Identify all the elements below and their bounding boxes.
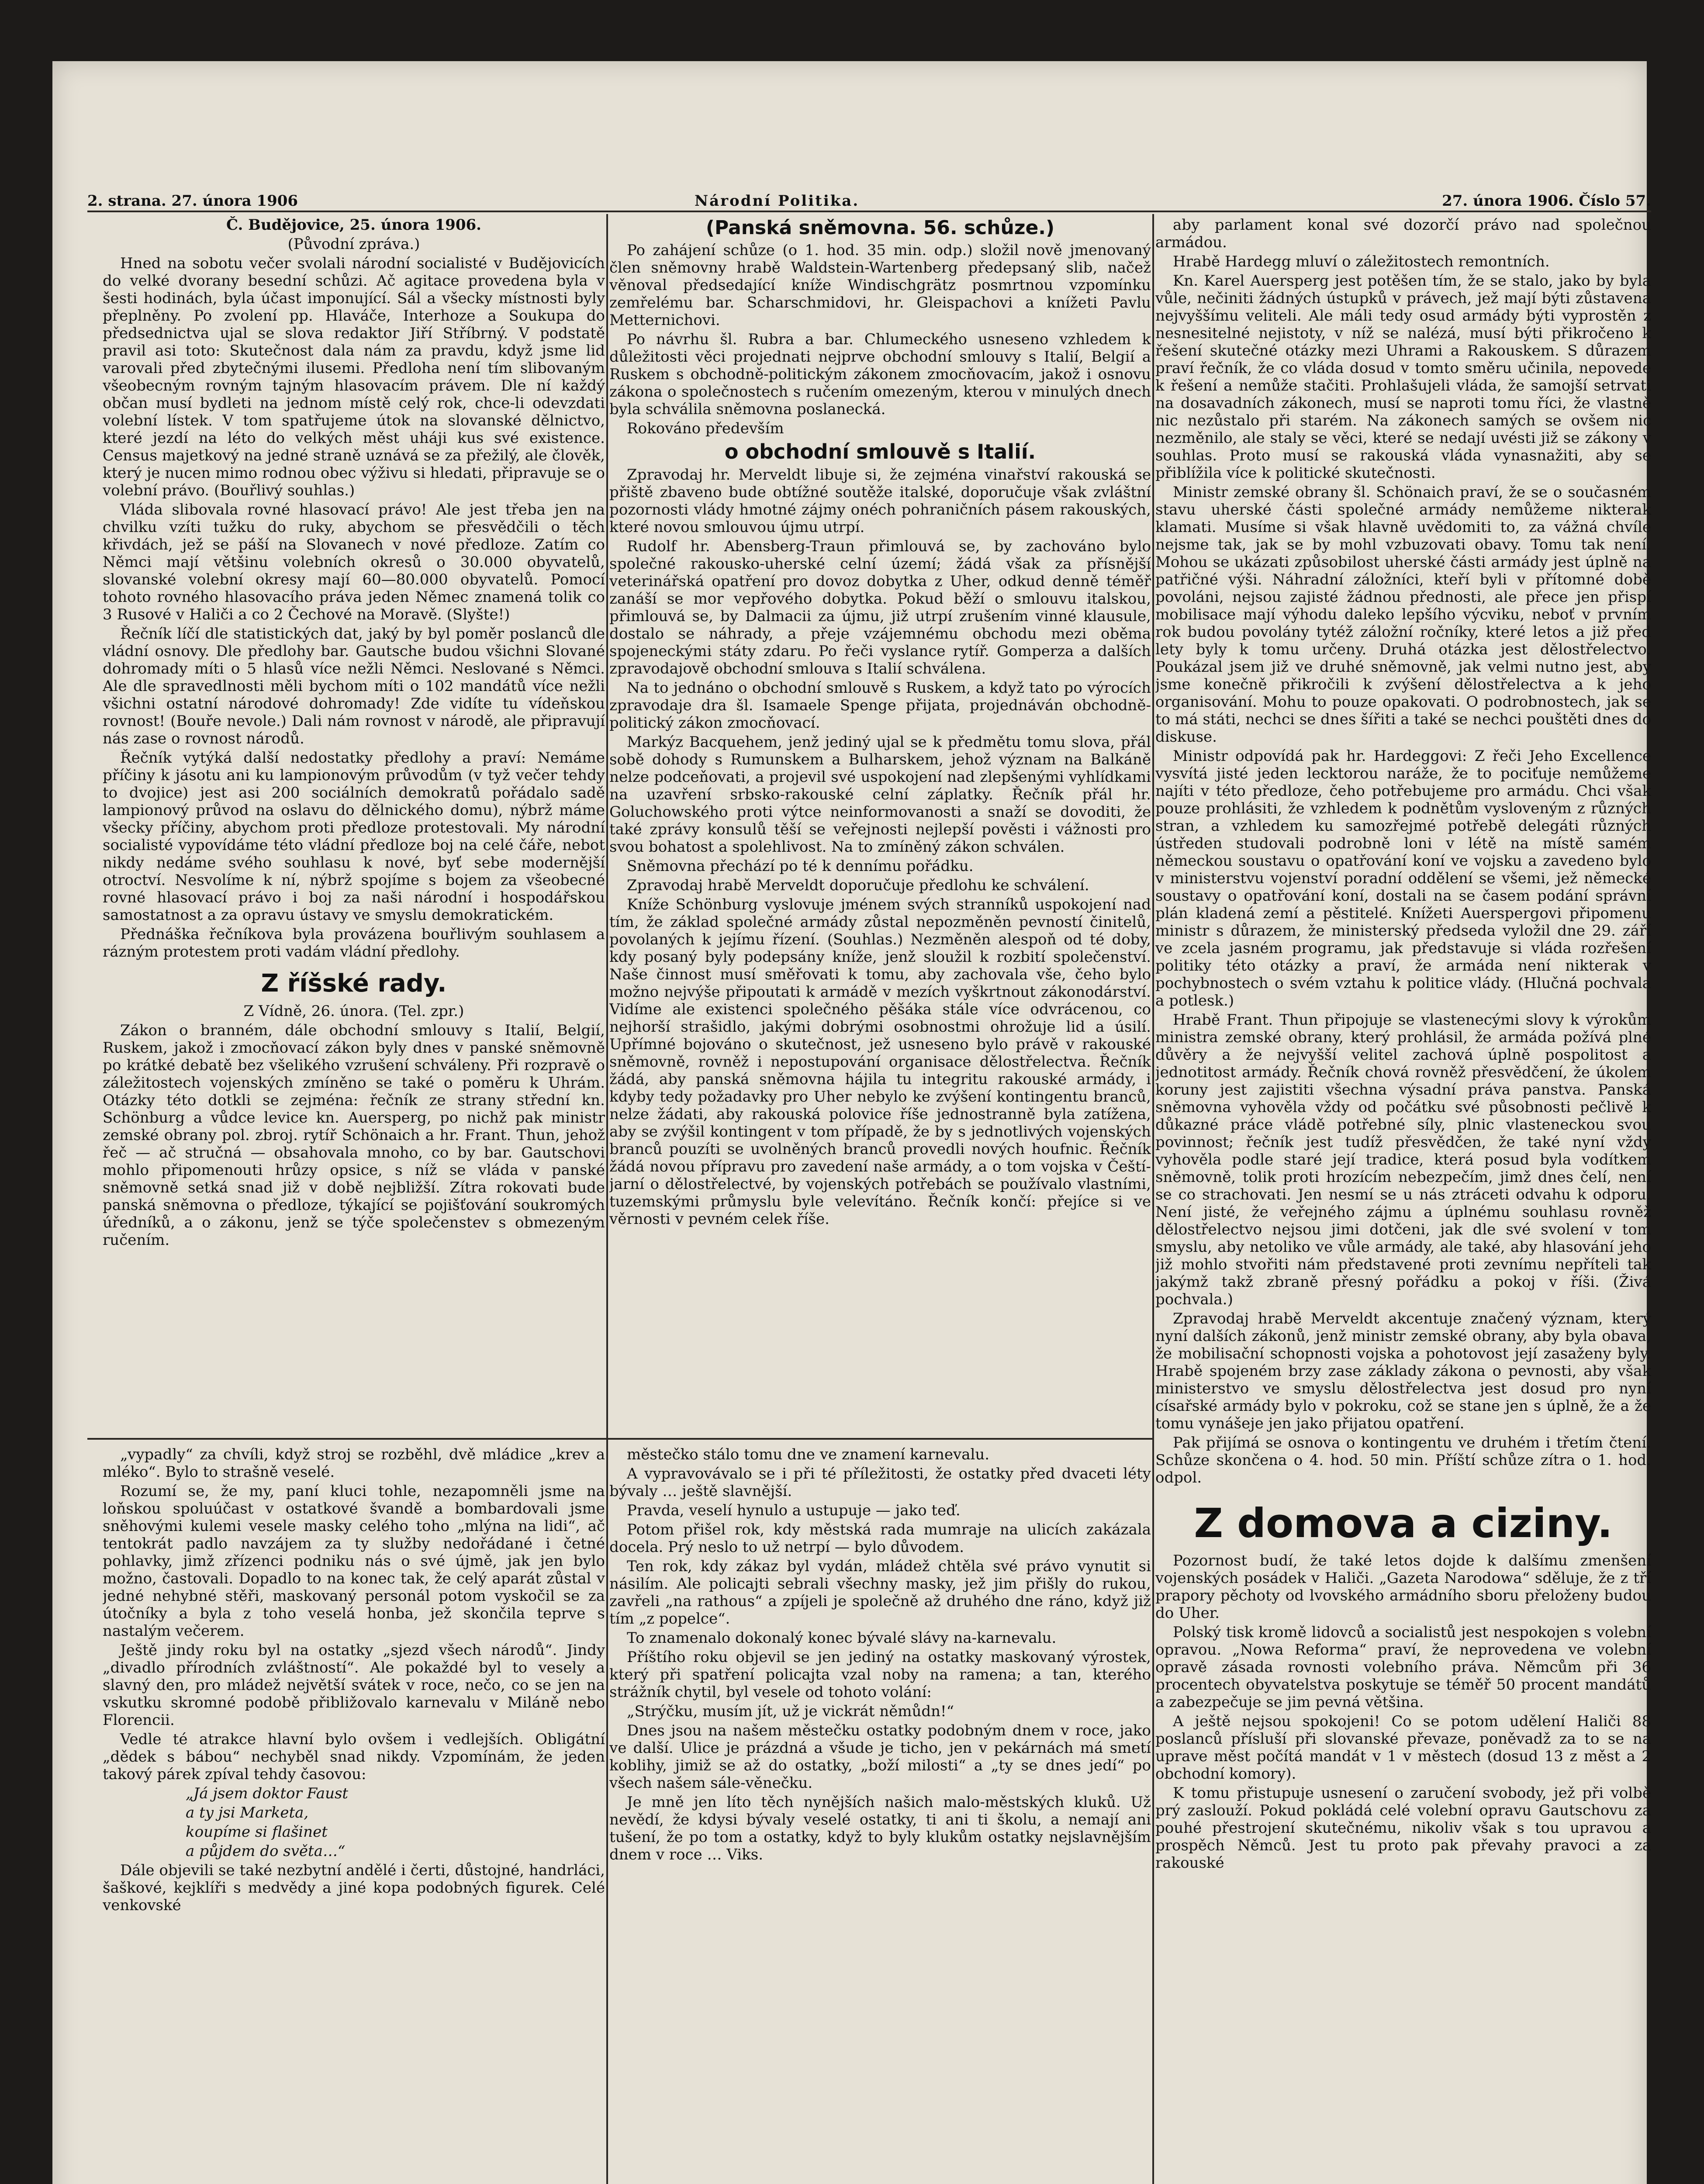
column-rule-2 [1152, 214, 1154, 2184]
paragraph: K tomu přistupuje usnesení o zaručení svobody, jež při volbě prý zaslouží. Pokud pokládá celé volební opravu Gautschovu za pouhé přestrojení skutečnému, nikoliv však s tou upravou a prospěch Němců. Jest tu proto pak převahy pravoci a za rakouské [1155, 1784, 1651, 1872]
paragraph: Markýz Bacquehem, jenž jediný ujal se k předmětu tomu slova, přál sobě dohody s Rumunskem a Bulharskem, jehož význam na Balkáně nelze podceňovati, a projevil své uspokojení nad zlepšenými vyhlídkami na uzavření srbsko-rakouské celní záplatky. Řečník přál hr. Goluchowského proti výtce neinformovanosti a snaží se dovoditi, že také zprávy konsulů těší se veřejnosti nejlepší pověsti i vážnosti pro svou bohatost a spolehlivost. Na to zmíněný zákon schválen. [609, 733, 1151, 856]
paragraph: Pravda, veselí hynulo a ustupuje — jako teď. [627, 1502, 961, 1519]
paragraph: Ministr zemské obrany šl. Schönaich praví, že se o současném stavu uherské části společné armády nemůžeme nikterak klamati. Musíme si však hlavně uvědomiti to, za vážná chvíle nejsme tak, jak se by mohl vzbuzovati obavy. Tomu tak není. Mohou se ukázati způsobilost uherské části armády jest úplně na patřičné výši. Náhradní záložníci, kteří byli v přítomné době povoláni, nejsou zajisté žádnou přednosti, ale přece jen přispí mobilisace mají výhodu daleko lepšího výcviku, neboť v prvním rok budou povolány tytéž záložní ročníky, které letos a již před lety byly k tomu určeny. Druhá otázka jest dělostřelectvo. Poukázal jsem již ve druhé sněmovně, jak velmi nutno jest, aby jsme konečně přikročili k zvýšení dělostřelectva a k jeho organisování. Mohu to pouze opakovati. O podrobnostech, jak se to má státi, nechci se dnes šířiti a také se nechci pouštěti dnes do diskuse. [1155, 484, 1651, 746]
paragraph: Ten rok, kdy zákaz byl vydán, mládež chtěla své právo vynutit si násilím. Ale policajti sebrali všechny masky, jež jim přišly do rukou, zavřeli „na rathous“ a zpíjeli je společně až druhého dne ráno, když již tím „z popelce“. [609, 1558, 1151, 1628]
session-title: (Panská sněmovna. 56. schůze.) [705, 217, 1055, 239]
paragraph: Zákon o branném, dále obchodní smlouvy s Italií, Belgií, Ruskem, jakož i zmocňovací zákon byly dnes v panské sněmovně po krátké debatě bez všelikého vzrušení schváleny. Při rozpravě o záležitostech vojenských zmíněno se také o poměru k Uhrám. Otázky této dotkli se zejména: řečník ze strany střední kn. Schönburg a vůdce levice kn. Auersperg, po nichž pak ministr zemské obrany pol. zbroj. rytíř Schönaich a hr. Frant. Thun, jehož řeč — ač stručná — obsahovala mnoho, co by bar. Gautschovi mohlo připomenouti hrůzy opsice, s níž se vláda v panské sněmovně setká snad již v době nejbližší. Zítra rokovati bude panská sněmovna o předloze, týkající se pojišťování soukromých úředníků, a o zákonu, jenž se týče společenstev s obmezeným ručením. [103, 1022, 605, 1249]
header-left: 2. strana. 27. února 1906 [87, 192, 298, 210]
paragraph: Ministr odpovídá pak hr. Hardeggovi: Z řeči Jeho Excellence vysvítá jisté jeden lecktorou naráže, že to pociťuje nemůžeme najíti v této předloze, čeho potřebujeme pro armádu. Chci však pouze prohlásiti, že vzhledem k podnětům vysloveným z různých stran, a vzhledem ku samozřejmé potřebě delegáti různých ústředen studovali podrobně loni v létě na místě samém německou soustavu o opatřování koní ve vojsku a zavedeno bylo v ministerstvu vojenství poradní oddělení se všemi, jež německé soustavy o opatřování koní, dostali na se časem podání správní plán kladená zemí a pěstitelé. Knížeti Auerspergovi připomenu ministr s důrazem, že ministerský předseda vyložil dne 29. září ve zcela jasném programu, jak představuje si vláda rozřešení politiky této otázky a praví, že armáda není nikterak v pochybnostech o svém vztahu k politice vlády. (Hlučná pochvala a potlesk.) [1155, 747, 1651, 1009]
section-dateline: Z Vídně, 26. února. (Tel. zpr.) [243, 1002, 464, 1020]
header-rule [87, 211, 1651, 212]
feuilleton-column-1 [103, 1446, 605, 2184]
paragraph: Po zahájení schůze (o 1. hod. 35 min. odp.) složil nově jmenovaný člen sněmovny hrabě Waldstein-Wartenberg předepsaný slib, načež věnoval předsedající kníže Windischgrätz posmrtnou vzpomínku zemřelému bar. Scharschmidovi, hr. Gleispachovi a knížeti Pavlu Metternichovi. [609, 242, 1151, 329]
paragraph: „vypadly“ za chvíli, když stroj se rozběhl, dvě mládice „krev a mléko“. Bylo to strašně veselé. [103, 1446, 605, 1481]
verse-line: a ty jsi Marketa, [186, 1804, 309, 1821]
paragraph: To znamenalo dokonalý konec bývalé slávy na-karnevalu. [627, 1629, 1057, 1647]
paragraph: A ještě nejsou spokojeni! Co se potom udělení Haliči 88 poslanců přísluší při slovanské převaze, poněvadž za to se na uprave měst počítá mandát v 1 v městech (dosud 13 z měst a 2 obchodní komory). [1155, 1713, 1651, 1783]
section-title: Z domova a ciziny. [1194, 1500, 1613, 1547]
paragraph: Kn. Karel Auersperg jest potěšen tím, že se stalo, jako by byla vůle, nečiniti žádných ústupků v právech, jež mají býti zůstavena nejvyššímu veliteli. Ale máli tedy osud armády býti vyprostěn z nesnesitelné nejistoty, v níž se nalézá, musí býti přikročeno k řešení skutečné otázky mezi Uhrami a Rakouskem. S důrazem praví řečník, že co vláda dosud v tomto směru učinila, nepovede k řešení a nemůže stačiti. Prohlašujeli vláda, že samojší setrvati na dosavadních zákonech, musí se naproti tomu říci, že vlastně nic nezůstalo při starém. Na zákonech samých se ovšem nic nezměnilo, ale staly se věci, které se nedají uvésti již se zákony v souhlas. Proto musí se rakouská vláda vynasnažiti, aby se přiblížila více k politické skutečnosti. [1155, 272, 1651, 482]
paragraph: Kníže Schönburg vyslovuje jménem svých stranníků uspokojení nad tím, že základ společné armády zůstal nepozměněn pevností činitelů, povolaných k jejímu řízení. (Souhlas.) Nezměněn alespoň od té doby, kdy posaný byly podepsány kníže, jenž sloužil k rozbití společenství. Naše činnost musí směřovati k tomu, aby zachovala vše, čeho bylo možno nejvýše připoutati k armádě v mezích vyškrtnout zákonodárství. Vidíme ale existenci společného pěšáka stále více odvrácenou, co nejhorší strašidlo, jakými dobrými osobnostmi ohrožuje lid a úsilí. Upřímné bojováno o skutečnost, jež usneseno bylo právě v rakouské sněmovně, rovněž i nepostupování organisace dělostřelectva. Řečník žádá, aby panská sněmovna hájila tu integritu rakouské armády, i kdyby tedy požadavky pro Uher nebylo ke zvýšení kontingentu branců, nelze žádati, aby rakouská polovice říše jednostranně byla zatížena, aby se zvýšil kontingent v tom případě, že by s jednotlivých vojenských branců pouzíti se uvolněných branců provedli nových houfnic. Řečník žádá novou přípravu pro zavedení naše armády, a o tom vojska v Čeští-jarní o dělostřelectvé, by vojenských potřebách se používalo vlastními, tuzemskými průmyslu byle velevítáno. Řečník končí: přejíce si ve věrnosti v pevném celek říše. [609, 896, 1151, 1228]
paragraph: Dnes jsou na našem městečku ostatky podobným dnem v roce, jako ve další. Ulice je prázdná a všude je ticho, jen v pekárnách má smetí koblihy, jimiž se až do ostatky, „boží milosti“ a „ty se dnes jedí“ po všech našem sále-věnečku. [609, 1722, 1151, 1792]
paragraph: Na to jednáno o obchodní smlouvě s Ruskem, a když tato po výrocích zpravodaje dra šl. Isamaele Spenge přijata, projednáván obchodně-politický zákon zmocňovací. [609, 679, 1151, 732]
paragraph: Řečník vytýká další nedostatky předlohy a praví: Nemáme příčiny k jásotu ani ku lampionovým průvodům (v tyž večer tehdy to dvojice) jest asi 200 sociálních demokratů pořádalo sadě lampionový průvod na oslavu do dělnického domu), nýbrž máme všecky příčiny, abychom proti předloze protestovali. My národní socialisté vypovídáme této vládní předloze boj na celé čáře, nebot nikdy nedáme svého souhlasu k nové, byť sebe modernější otroctví. Nesvolíme k ní, nýbrž spojíme s bojem za všeobecné rovné hlasovací právo i boj za naši národní i hospodářskou samostatnost a za opravu ústavy ve smyslu demokratickém. [103, 749, 605, 924]
paragraph: Hrabě Frant. Thun připojuje se vlastenecými slovy k výrokům ministra zemské obrany, který prohlásil, že armáda požívá plné důvěry a že nejvyšší velitel zachová úplně pospolitost a jednotitost armády. Řečník chová rovněž přesvědčení, že úkolem koruny jest zajistiti všechna výsadní práva panstva. Panská sněmovna vyhověla vždy od počátku své působnosti pečlivě k důkazné práce vládě potřebné síly, plnic vlasteneckou svou povinnost; řečník jest tudíž přesvědčen, že také nyní vždy vyhověla podle staré její tradice, která posud byla vodítkem sněmovně, tolik proti hrozícím nebezpečím, jimž dnes čelí, není se co strachovati. Jen nesmí se u nás ztráceti odvahu k odporu. Není jisté, že veřejného zájmu a úplnému souhlasu rovněž dělostřelectvo nejsou jimi dotčeni, jak dle své svolení v tom smyslu, aby netolikо ve vůle armády, ale také, aby hlasování jeho již mohlo stvořiti nám představené proti zevnímu nepříteli tak jakýmž takž zbraně přesný pořádku a pokoj v říši. (Živá pochvala.) [1155, 1011, 1651, 1308]
paragraph: městečko stálo tomu dne ve znamení karnevalu. [627, 1446, 990, 1463]
subsection-title: o obchodní smlouvě s Italií. [724, 440, 1036, 463]
paragraph: Dále objevili se také nezbytní andělé i čerti, důstojné, handrláci, šaškové, kejklíři s medvědy a jiné kopa podobných figurek. Celé venkovské [103, 1862, 605, 1914]
paragraph: aby parlament konal své dozorčí právo nad společnou armádou. [1155, 216, 1651, 251]
paragraph: Pozornost budí, že také letos dojde k dalšímu zmenšení vojenských posádek v Haliči. „Gazeta Narodowa“ sděluje, že z tří prapory pěchoty od lvovského armádního sboru přeloženy budou do Uher. [1155, 1552, 1651, 1622]
paragraph: Řečník líčí dle statistických dat, jaký by byl poměr poslanců dle vládní osnovy. Dle předlohy bar. Gautsche budou všichni Slované dohromady míti o 5 hlasů více nežli Němci. Neslované s Němci. Ale dle spravedlnosti měli bychom míti o 102 mandátů více nežli všichni ostatní národové dohromady! Zde vidíte tu vídeňskou rovnost! (Bouře nevole.) Dali nám rovnost v národě, ale připravují nás zase o rovnost národů. [103, 625, 605, 747]
column-1 [103, 216, 605, 1435]
column-2 [609, 216, 1151, 1435]
paragraph: A vypravovávalo se i při té příležitosti, že ostatky před dvaceti léty bývaly … ještě slavnější. [609, 1465, 1151, 1500]
feuilleton-rule [87, 1438, 1153, 1440]
paragraph: Ještě jindy roku byl na ostatky „sjezd všech národů“. Jindy „divadlo přírodních zvláštností“. Ale pokaždé byl to vesely a slavný den, pro mládež největší svátek v roce, nečo, co se jen na vskutku skromné podobě přibližovalo karnevalu v Miláně nebo Florencii. [103, 1641, 605, 1729]
paragraph: Sněmovna přechází po té k dennímu pořádku. [627, 857, 974, 875]
paragraph: Je mně jen líto těch nynějších našich malo-městských kluků. Už nevědí, že kdysi bývaly veselé ostatky, ti ani ti školu, a nemají ani tušení, že po tom a ostatky, když to byly klukům ostatky nejslavnějším dnem v roce … Viks. [609, 1794, 1151, 1863]
page-header [87, 192, 1651, 218]
paragraph: Vedle té atrakce hlavní bylo ovšem i vedlejších. Obligátní „dědek s bábou“ nechyběl snad nikdy. Vzpomínám, že jeden takový párek zpíval tehdy časovou: [103, 1731, 605, 1783]
verse-line: koupíme si flašinet [186, 1823, 328, 1841]
paragraph: „Strýčku, musím jít, už je vickrát němůdn!“ [627, 1703, 954, 1720]
paragraph: Rozumí se, že my, paní kluci tohle, nezapomněli jsme na loňskou spoluúčast v ostatkové švandě a bombardovali jsme sněhovými kulemi vesele masky celého toho „mlýna na lidi“, ač tentokrát padlo navzájem za ty služby nedořádané i četné pohlavky, jimž zřízenci podniku nás o své újmě, jak jen bylo možno, častovali. Dopadlo to na konec tak, že celý aparát zůstal v jedné nehybné stěři, maskovaný personál potom vyskočil se za útočníky a byla z toho veselá honba, jež skončila teprve s nastalým večerem. [103, 1482, 605, 1640]
feuilleton-column-2 [609, 1446, 1151, 2184]
verse-line: a půjdem do světa…“ [186, 1842, 346, 1860]
column-3 [1155, 216, 1651, 2184]
paragraph: Pak přijímá se osnova o kontingentu ve druhém i třetím čtení. Schůze skončena o 4. hod. 50 min. Příští schůze zítra o 1. hod. odpol. [1155, 1434, 1651, 1486]
paragraph: Zpravodaj hr. Merveldt libuje si, že zejména vinařství rakouská se přiště zbaveno bude obtížné soutěže italské, doporučuje však zvláštní pozornosti vlády hmotné zájmy onéch pohraničních pásem rakouských, které novou smlouvou újmu utrpí. [609, 466, 1151, 536]
section-title: Z říšské rady. [261, 969, 447, 998]
paragraph: Vláda slibovala rovné hlasovací právo! Ale jest třeba jen na chvilku vzíti tužku do ruky, abychom se přesvědčili o těch křivdách, jež se páší na Slovanech v nové předloze. Zatím co Němci mají většinu volebních okresů o 30.000 obyvatelů, slovanské volební okresy mají 60—80.000 obyvatelů. Pomocí tohoto rovného hlasovacího práva jeden Němec znamená tolik co 3 Rusové v Haliči a co 2 Čechové na Moravě. (Slyšte!) [103, 501, 605, 623]
paragraph: Přednáška řečníkova byla provázena bouřlivým souhlasem a rázným protestem proti vadám vládní předlohy. [103, 926, 605, 961]
masthead: Národní Politika. [695, 192, 860, 210]
paragraph: Hrabě Hardegg mluví o záležitostech remontních. [1173, 253, 1550, 270]
column-rule-1 [606, 214, 608, 2184]
paragraph: Po návrhu šl. Rubra a bar. Chlumeckého usneseno vzhledem k důležitosti věci projednati nejprve obchodní smlouvy s Italií, Belgií a Ruskem s obchodně-politickým zákonem zmocňovacím, jakož i osnovu zákona o společnostech s ručením omezeným, kterou v minulých dnech byla schválila sněmovna poslanecká. [609, 331, 1151, 418]
paragraph: Rokováno především [627, 420, 784, 437]
paragraph: Zpravodaj hrabě Merveldt akcentuje značený význam, který nyní dalších zákonů, jenž ministr zemské obrany, aby byla obava, že mobilisační schopnosti vojska a pohotovost její zasaženy byly. Hrabě spojeném brzy zase základy zákona o pevnosti, aby však ministerstvo ve smyslu dělostřelectva jest dosud pro nyní císařské armády bylo v pokroku, což se stane jen s úplně, že a že tomu vynášeje jen jako přijatou opatření. [1155, 1310, 1651, 1432]
paragraph: Příštího roku objevil se jen jediný na ostatky maskovaný výrostek, který při spatření policajta vzal noby na ramena; a tan, kterého strážník chytil, byl vesele od tohoto volání: [609, 1648, 1151, 1701]
paragraph: Polský tisk kromě lidovců a socialistů jest nespokojen s volební opravou. „Nowa Reforma“ praví, že neprovedena ve volební opravě zásada rovnosti volebního práva. Němcům při 36 procentech obyvatelstva poskytuje se téměř 50 procent mandátů a zabezpečuje se jim pevná většina. [1155, 1624, 1651, 1711]
dateline-sub: (Původní zpráva.) [287, 235, 420, 253]
paragraph: Rudolf hr. Abensberg-Traun přimlouvá se, by zachováno bylo společné rakousko-uherské celní území; žádá však za přísnější veterinářská opatření pro dovoz dobytka z Uher, odkud denně téměř zanáší se mor vepřového dobytka. Pokud běží o smlouvu italskou, přimlouvá se, by Dalmacii za újmu, již utrpí zrušením vinné klausule, dostalo se náhrady, a přeje vzájemnému obchodu mezi oběma spojeneckými státy zdaru. Po řeči vyslance rytíř. Gomperza a dalších zpravodajově obchodní smlouva s Italií schválena. [609, 538, 1151, 677]
paragraph: Zpravodaj hrabě Merveldt doporučuje předlohu ke schválení. [627, 877, 1089, 894]
header-right: 27. února 1906. Číslo 57. [1442, 192, 1651, 210]
paragraph: Potom přišel rok, kdy městská rada mumraje na ulicích zakázala docela. Prý neslo to už netrpí — bylo důvodem. [609, 1521, 1151, 1556]
verse-line: „Já jsem doktor Faust [186, 1785, 349, 1802]
paragraph: Hned na sobotu večer svolali národní socialisté v Budějovicích do velké dvorany besední schůzi. Ač agitace provedena byla v šesti hodinách, byla účast imponující. Sál a všecky místnosti byly přeplněny. Po zvolení pp. Hlaváče, Interhoze a Soukupa do předsednictva ujal se slova redaktor Jiří Stříbrný. V podstatě pravil asi toto: Skutečnost dala nám za pravdu, když jsme lid varovali před zbytečnými ilusemi. Předloha není tím slibovaným všeobecným rovným tajným hlasovacím právem. Dle ní každý občan musí bydleti na jednom místě celý rok, chce-li odevzdati volební lístek. V tom spatřujeme útok na slovanské dělnictvo, které jezdí na léto do velkých měst uháji kus své existence. Census majetkový na jedné straně uznává se za přežilý, ale člověk, který je nucen mimo rodnou obec výživu si hledati, připravuje se o volební právo. (Bouřlivý souhlas.) [103, 255, 605, 499]
dateline: Č. Budějovice, 25. února 1906. [226, 216, 481, 234]
